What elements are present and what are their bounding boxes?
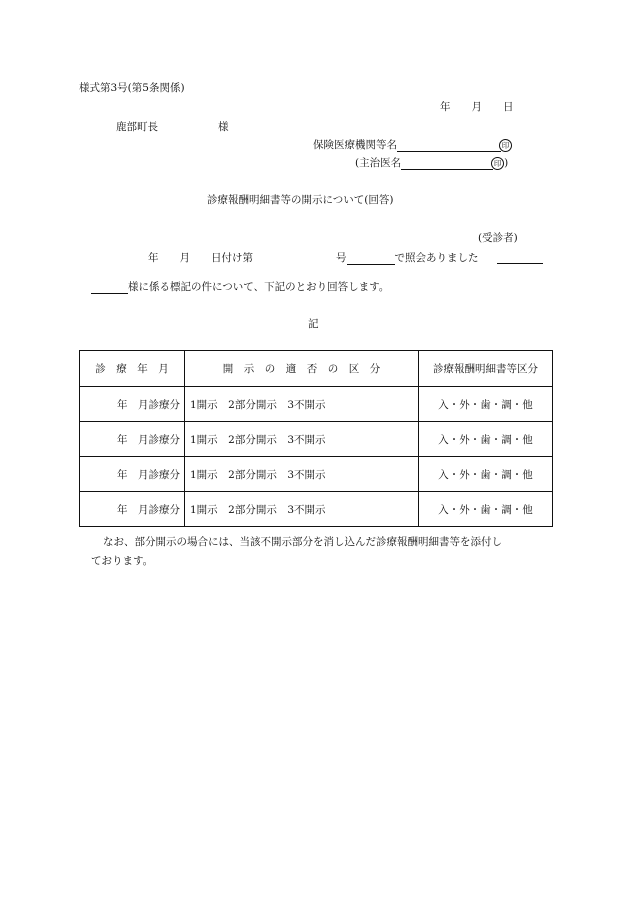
table-header-row bbox=[80, 351, 553, 387]
cell-month: 年 月診療分 bbox=[80, 387, 185, 422]
inquiry-number-line bbox=[336, 251, 479, 265]
cell-category: 入・外・歯・調・他 bbox=[419, 492, 553, 527]
institution-line bbox=[313, 138, 512, 152]
cell-disclosure: 1開示 2部分開示 3不開示 bbox=[185, 492, 419, 527]
note-line-1: なお、部分開示の場合には、当該不開示部分を消し込んだ診療報酬明細書等を添付し bbox=[103, 536, 502, 548]
doctor-line bbox=[355, 156, 508, 170]
recipient-name: 鹿部町長 bbox=[116, 121, 158, 133]
doctor-label: (主治医名 bbox=[355, 157, 402, 169]
seal-mark-doctor: 印 bbox=[491, 157, 504, 170]
document-title: 診療報酬明細書等の開示について(回答) bbox=[207, 194, 394, 206]
header-category: 診療報酬明細書等区分 bbox=[419, 351, 553, 387]
subject-name-blank bbox=[91, 281, 128, 294]
doctor-close: ) bbox=[504, 157, 509, 169]
inquiry-number-suffix: 号 bbox=[336, 252, 347, 264]
inquiry-number-blank bbox=[347, 252, 395, 265]
table-row bbox=[80, 387, 553, 422]
patient-name-blank bbox=[497, 251, 543, 264]
cell-month: 年 月診療分 bbox=[80, 422, 185, 457]
header-disclosure: 開 示 の 適 否 の 区 分 bbox=[185, 351, 419, 387]
recipient-honorific: 様 bbox=[218, 121, 229, 133]
table-row bbox=[80, 422, 553, 457]
doctor-blank bbox=[401, 157, 493, 170]
cell-disclosure: 1開示 2部分開示 3不開示 bbox=[185, 387, 419, 422]
institution-label: 保険医療機関等名 bbox=[313, 139, 397, 151]
form-number: 様式第3号(第5条関係) bbox=[79, 82, 185, 94]
subject-line bbox=[91, 280, 389, 294]
subject-text: 様に係る標記の件について、下記のとおり回答します。 bbox=[128, 281, 390, 293]
cell-disclosure: 1開示 2部分開示 3不開示 bbox=[185, 422, 419, 457]
ki-heading: 記 bbox=[308, 318, 319, 330]
cell-disclosure: 1開示 2部分開示 3不開示 bbox=[185, 457, 419, 492]
inquiry-text: で照会ありました bbox=[394, 252, 479, 264]
cell-month: 年 月診療分 bbox=[80, 457, 185, 492]
inquiry-date: 年 月 日付け第 bbox=[148, 252, 253, 264]
cell-category: 入・外・歯・調・他 bbox=[419, 422, 553, 457]
table-row bbox=[80, 457, 553, 492]
cell-category: 入・外・歯・調・他 bbox=[419, 457, 553, 492]
table-row bbox=[80, 492, 553, 527]
note-line-2: ております。 bbox=[91, 555, 154, 567]
seal-mark-institution: 印 bbox=[499, 139, 512, 152]
date-line: 年 月 日 bbox=[440, 101, 514, 113]
header-month: 診 療 年 月 bbox=[80, 351, 185, 387]
patient-label: (受診者) bbox=[478, 232, 518, 244]
disclosure-table bbox=[79, 350, 553, 527]
cell-month: 年 月診療分 bbox=[80, 492, 185, 527]
cell-category: 入・外・歯・調・他 bbox=[419, 387, 553, 422]
institution-blank bbox=[397, 139, 501, 152]
